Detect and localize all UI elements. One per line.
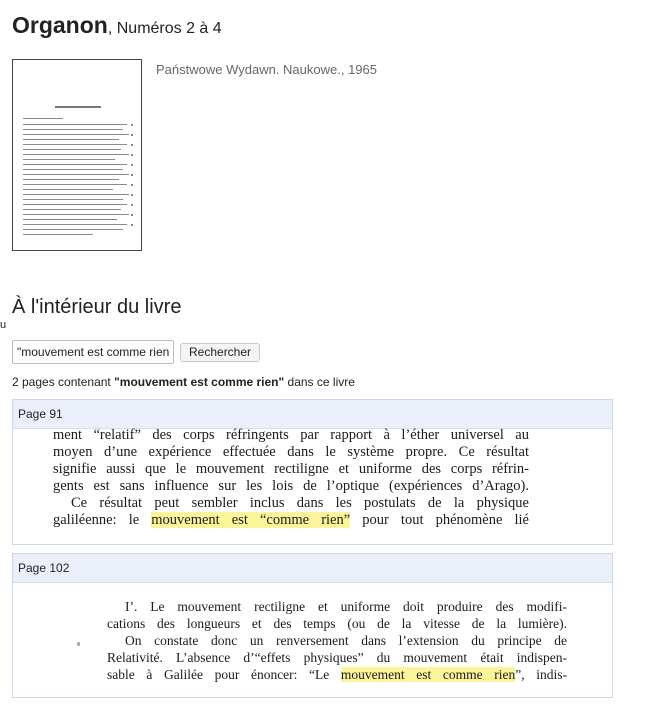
snippet-line: On constate donc un renversement dans l’extension du principe de xyxy=(125,633,567,648)
results-summary-prefix: 2 pages contenant xyxy=(12,375,115,389)
snippet-line: moyen d’une expérience effectuée dans le système propre. Ce résultat xyxy=(53,444,529,460)
search-result xyxy=(12,553,613,698)
snippet-line: ment “relatif” des corps réfringents par rapport à l’éther universel au xyxy=(53,427,529,443)
result-snippet[interactable] xyxy=(53,427,529,533)
snippet-line: galiléenne: le mouvement est “comme rien” pour tout phénomène lié xyxy=(53,512,529,528)
result-page-link[interactable]: Page 91 xyxy=(18,407,63,421)
cover-heading-mark xyxy=(55,106,101,108)
results-summary-suffix: dans ce livre xyxy=(284,375,355,389)
snippet-line: sable à Galilée pour énoncer: “Le mouvement est comme rien”, indis- xyxy=(107,667,567,682)
snippet-line: gents est sans influence sur les lois de l’optique (expériences d’Arago). xyxy=(53,478,529,494)
result-snippet[interactable] xyxy=(107,598,567,692)
book-title-row xyxy=(12,12,222,39)
search-term-highlight: mouvement est comme rien xyxy=(340,667,516,682)
snippet-line: signifie aussi que le mouvement rectiligne et uniforme des corps réfrin- xyxy=(53,461,529,477)
search-button[interactable]: Rechercher xyxy=(180,343,260,362)
snippet-line: cations des longueurs et des temps (ou de la vitesse de la lumière). xyxy=(107,616,567,631)
scan-speck xyxy=(77,642,80,646)
results-summary-query: "mouvement est comme rien" xyxy=(114,375,285,389)
book-title: Organon xyxy=(12,12,108,38)
book-subtitle: , Numéros 2 à 4 xyxy=(107,20,222,37)
results-summary xyxy=(12,375,355,389)
publisher-info: Państwowe Wydawn. Naukowe., 1965 xyxy=(156,62,377,77)
book-cover-thumbnail[interactable] xyxy=(12,59,142,251)
snippet-line: Ce résultat peut sembler inclus dans les postulats de la physique xyxy=(71,495,529,511)
search-input[interactable] xyxy=(12,340,174,364)
snippet-line: Relativité. L’absence d’“effets physiques” du mouvement était indispen- xyxy=(107,650,567,665)
stray-text: u xyxy=(0,319,7,331)
inside-book-heading: À l'intérieur du livre xyxy=(12,296,182,318)
search-result xyxy=(12,399,613,545)
snippet-line: I’. Le mouvement rectiligne et uniforme doit produire des modifi- xyxy=(125,599,567,614)
result-page-link[interactable]: Page 102 xyxy=(18,561,70,575)
search-term-highlight: mouvement est “comme rien” xyxy=(151,512,351,528)
